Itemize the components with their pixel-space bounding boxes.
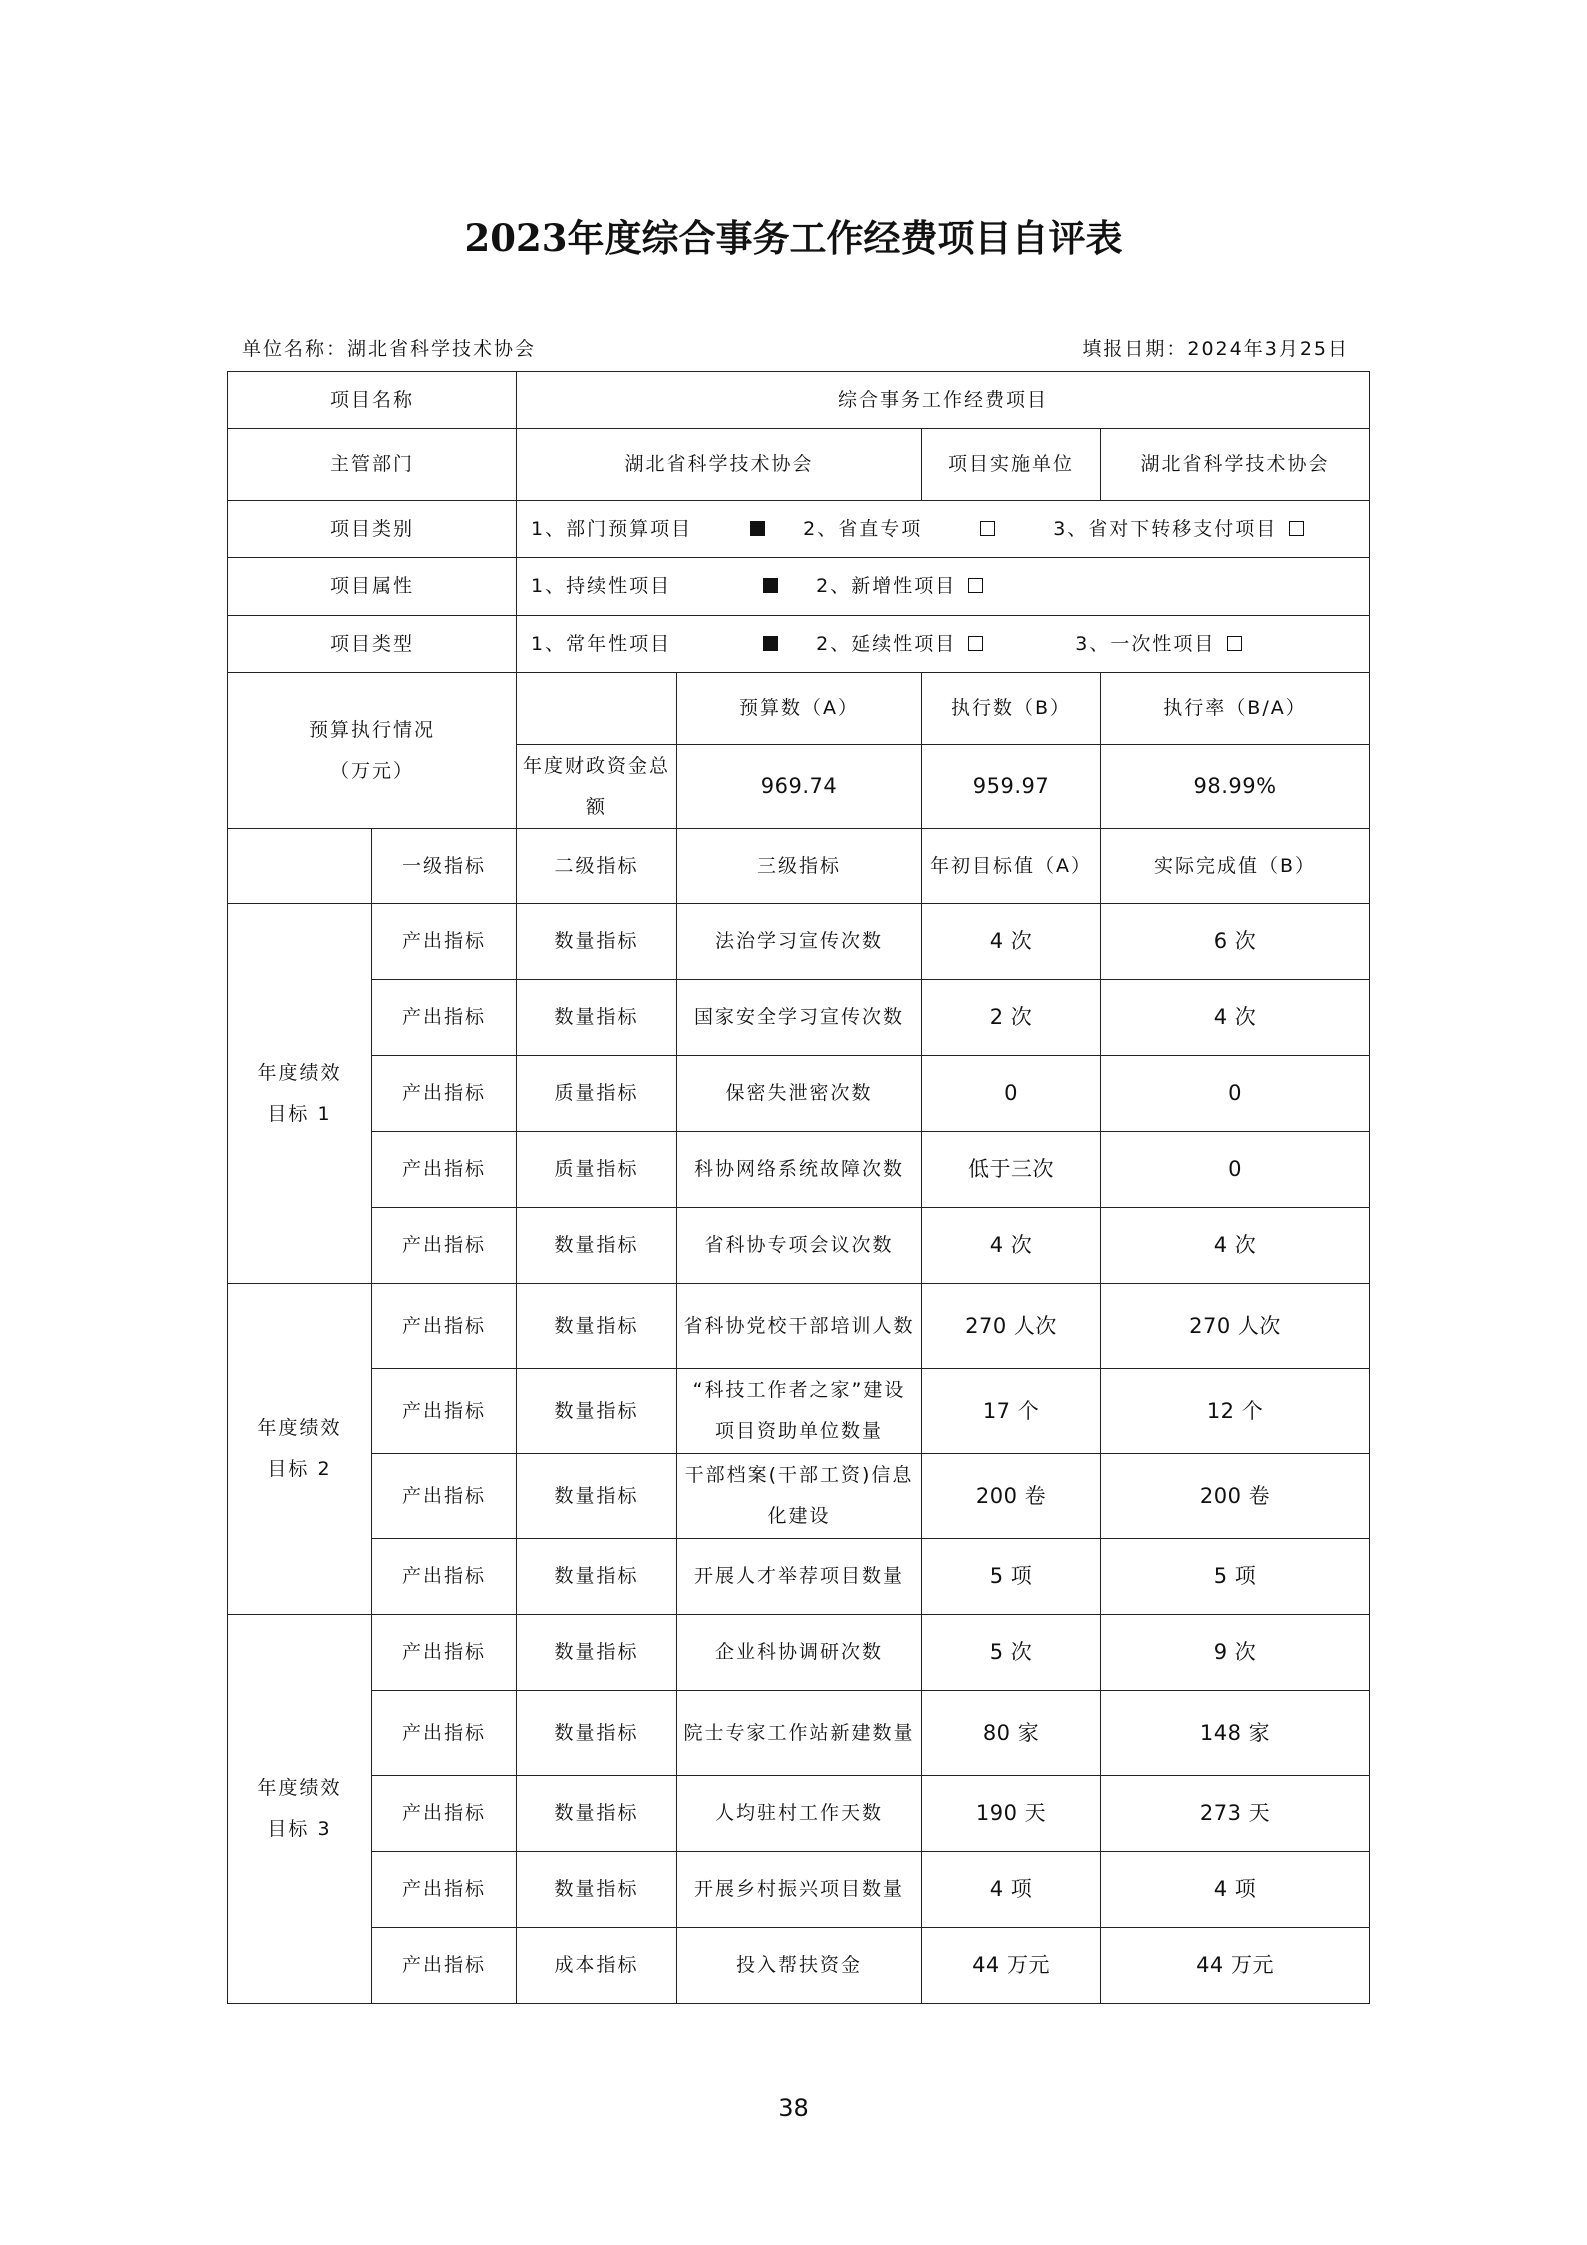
page-title: 2023年度综合事务工作经费项目自评表 xyxy=(464,216,1123,260)
target-cell: 4 次 xyxy=(922,1208,1101,1284)
level3-cell: 科协网络系统故障次数 xyxy=(677,1132,922,1208)
type-label: 项目类型 xyxy=(228,616,517,673)
type-options xyxy=(517,616,1370,673)
header-target: 年初目标值（A） xyxy=(922,829,1101,904)
table-row xyxy=(228,1132,1370,1208)
attribute-opt1: 1、持续性项目 xyxy=(531,575,672,597)
goal-label: 年度绩效目标 2 xyxy=(228,1284,372,1615)
table-row xyxy=(228,1539,1370,1615)
table-row xyxy=(228,1208,1370,1284)
table-row xyxy=(228,1691,1370,1776)
row-budget-header xyxy=(228,673,1370,745)
level3-cell: 省科协党校干部培训人数 xyxy=(677,1284,922,1369)
level3-cell: 院士专家工作站新建数量 xyxy=(677,1691,922,1776)
checked-box-icon xyxy=(763,636,778,651)
level3-cell: “科技工作者之家”建设项目资助单位数量 xyxy=(677,1369,922,1454)
target-cell: 4 次 xyxy=(922,904,1101,980)
actual-cell: 270 人次 xyxy=(1101,1284,1370,1369)
level3-cell: 法治学习宣传次数 xyxy=(677,904,922,980)
budget-blank-cell xyxy=(517,673,677,745)
level1-cell: 产出指标 xyxy=(372,1454,517,1539)
exec-value: 959.97 xyxy=(922,745,1101,829)
target-cell: 低于三次 xyxy=(922,1132,1101,1208)
level3-cell: 干部档案(干部工资)信息化建设 xyxy=(677,1454,922,1539)
attribute-opt2: 2、新增性项目 xyxy=(816,575,957,597)
level1-cell: 产出指标 xyxy=(372,1369,517,1454)
target-cell: 5 次 xyxy=(922,1615,1101,1691)
unchecked-box-icon xyxy=(980,521,995,536)
level2-cell: 数量指标 xyxy=(517,904,677,980)
category-opt1: 1、部门预算项目 xyxy=(531,517,693,540)
level3-cell: 国家安全学习宣传次数 xyxy=(677,980,922,1056)
level2-cell: 数量指标 xyxy=(517,980,677,1056)
level1-cell: 产出指标 xyxy=(372,1284,517,1369)
level3-cell: 企业科协调研次数 xyxy=(677,1615,922,1691)
project-name-label: 项目名称 xyxy=(228,372,517,429)
actual-cell: 200 卷 xyxy=(1101,1454,1370,1539)
col-exec: 执行数（B） xyxy=(922,673,1101,745)
checked-box-icon xyxy=(750,521,765,536)
budget-row-label: 年度财政资金总额 xyxy=(517,745,677,829)
goal-label: 年度绩效目标 3 xyxy=(228,1615,372,2004)
level1-cell: 产出指标 xyxy=(372,1928,517,2004)
level1-cell: 产出指标 xyxy=(372,1615,517,1691)
actual-cell: 44 万元 xyxy=(1101,1928,1370,2004)
row-project-name xyxy=(228,372,1370,429)
category-label: 项目类别 xyxy=(228,501,517,558)
unchecked-box-icon xyxy=(968,578,983,593)
target-cell: 17 个 xyxy=(922,1369,1101,1454)
checked-box-icon xyxy=(763,578,778,593)
table-row xyxy=(228,1369,1370,1454)
actual-cell: 6 次 xyxy=(1101,904,1370,980)
category-opt3: 3、省对下转移支付项目 xyxy=(1053,517,1278,540)
level1-cell: 产出指标 xyxy=(372,904,517,980)
attribute-options xyxy=(517,558,1370,616)
actual-cell: 12 个 xyxy=(1101,1369,1370,1454)
actual-cell: 4 次 xyxy=(1101,980,1370,1056)
target-cell: 200 卷 xyxy=(922,1454,1101,1539)
table-row xyxy=(228,904,1370,980)
level3-cell: 投入帮扶资金 xyxy=(677,1928,922,2004)
col-budget: 预算数（A） xyxy=(677,673,922,745)
actual-cell: 4 次 xyxy=(1101,1208,1370,1284)
target-cell: 0 xyxy=(922,1056,1101,1132)
actual-cell: 9 次 xyxy=(1101,1615,1370,1691)
col-rate: 执行率（B/A） xyxy=(1101,673,1370,745)
table-row xyxy=(228,1056,1370,1132)
level1-cell: 产出指标 xyxy=(372,1539,517,1615)
rate-value: 98.99% xyxy=(1101,745,1370,829)
project-name-value: 综合事务工作经费项目 xyxy=(517,372,1370,429)
actual-cell: 0 xyxy=(1101,1056,1370,1132)
level2-cell: 数量指标 xyxy=(517,1852,677,1928)
unit-name: 单位名称：湖北省科学技术协会 xyxy=(242,338,537,360)
impl-unit-label: 项目实施单位 xyxy=(922,429,1101,501)
level2-cell: 数量指标 xyxy=(517,1776,677,1852)
budget-label-line2: （万元） xyxy=(330,759,415,782)
table-row xyxy=(228,1615,1370,1691)
page-number: 38 xyxy=(778,2094,809,2122)
category-opt2: 2、省直专项 xyxy=(803,517,923,540)
header-level2: 二级指标 xyxy=(517,829,677,904)
target-cell: 270 人次 xyxy=(922,1284,1101,1369)
level2-cell: 数量指标 xyxy=(517,1454,677,1539)
level3-cell: 保密失泄密次数 xyxy=(677,1056,922,1132)
evaluation-table xyxy=(227,371,1370,2004)
header-level3: 三级指标 xyxy=(677,829,922,904)
type-opt3: 3、一次性项目 xyxy=(1075,632,1216,655)
table-row xyxy=(228,1454,1370,1539)
budget-value: 969.74 xyxy=(677,745,922,829)
header-actual: 实际完成值（B） xyxy=(1101,829,1370,904)
type-opt1: 1、常年性项目 xyxy=(531,632,672,655)
actual-cell: 5 项 xyxy=(1101,1539,1370,1615)
level3-cell: 省科协专项会议次数 xyxy=(677,1208,922,1284)
unchecked-box-icon xyxy=(1227,636,1242,651)
target-cell: 5 项 xyxy=(922,1539,1101,1615)
budget-label xyxy=(228,673,517,829)
level1-cell: 产出指标 xyxy=(372,1776,517,1852)
level2-cell: 数量指标 xyxy=(517,1369,677,1454)
attribute-label: 项目属性 xyxy=(228,558,517,616)
target-cell: 2 次 xyxy=(922,980,1101,1056)
type-opt2: 2、延续性项目 xyxy=(816,632,957,655)
table-row xyxy=(228,1776,1370,1852)
actual-cell: 4 项 xyxy=(1101,1852,1370,1928)
target-cell: 44 万元 xyxy=(922,1928,1101,2004)
table-row xyxy=(228,1284,1370,1369)
level1-cell: 产出指标 xyxy=(372,1691,517,1776)
target-cell: 190 天 xyxy=(922,1776,1101,1852)
actual-cell: 0 xyxy=(1101,1132,1370,1208)
level1-cell: 产出指标 xyxy=(372,1852,517,1928)
unchecked-box-icon xyxy=(968,636,983,651)
indicator-header-blank xyxy=(228,829,372,904)
level2-cell: 数量指标 xyxy=(517,1615,677,1691)
dept-label: 主管部门 xyxy=(228,429,517,501)
level1-cell: 产出指标 xyxy=(372,1208,517,1284)
impl-unit-value: 湖北省科学技术协会 xyxy=(1101,429,1370,501)
row-type xyxy=(228,616,1370,673)
dept-value: 湖北省科学技术协会 xyxy=(517,429,922,501)
header-level1: 一级指标 xyxy=(372,829,517,904)
row-department xyxy=(228,429,1370,501)
row-attribute xyxy=(228,558,1370,616)
level2-cell: 质量指标 xyxy=(517,1132,677,1208)
level2-cell: 数量指标 xyxy=(517,1284,677,1369)
level2-cell: 成本指标 xyxy=(517,1928,677,2004)
budget-label-line1: 预算执行情况 xyxy=(309,718,436,741)
row-indicator-header xyxy=(228,829,1370,904)
report-date: 填报日期：2024年3月25日 xyxy=(1082,338,1349,360)
table-row xyxy=(228,1928,1370,2004)
level2-cell: 质量指标 xyxy=(517,1056,677,1132)
goal-label: 年度绩效目标 1 xyxy=(228,904,372,1284)
target-cell: 80 家 xyxy=(922,1691,1101,1776)
level3-cell: 开展人才举荐项目数量 xyxy=(677,1539,922,1615)
level1-cell: 产出指标 xyxy=(372,1056,517,1132)
unchecked-box-icon xyxy=(1289,521,1304,536)
level2-cell: 数量指标 xyxy=(517,1691,677,1776)
level2-cell: 数量指标 xyxy=(517,1208,677,1284)
table-row xyxy=(228,1852,1370,1928)
level2-cell: 数量指标 xyxy=(517,1539,677,1615)
target-cell: 4 项 xyxy=(922,1852,1101,1928)
table-row xyxy=(228,980,1370,1056)
actual-cell: 273 天 xyxy=(1101,1776,1370,1852)
actual-cell: 148 家 xyxy=(1101,1691,1370,1776)
level1-cell: 产出指标 xyxy=(372,980,517,1056)
level3-cell: 人均驻村工作天数 xyxy=(677,1776,922,1852)
level3-cell: 开展乡村振兴项目数量 xyxy=(677,1852,922,1928)
category-options xyxy=(517,501,1370,558)
level1-cell: 产出指标 xyxy=(372,1132,517,1208)
row-category xyxy=(228,501,1370,558)
